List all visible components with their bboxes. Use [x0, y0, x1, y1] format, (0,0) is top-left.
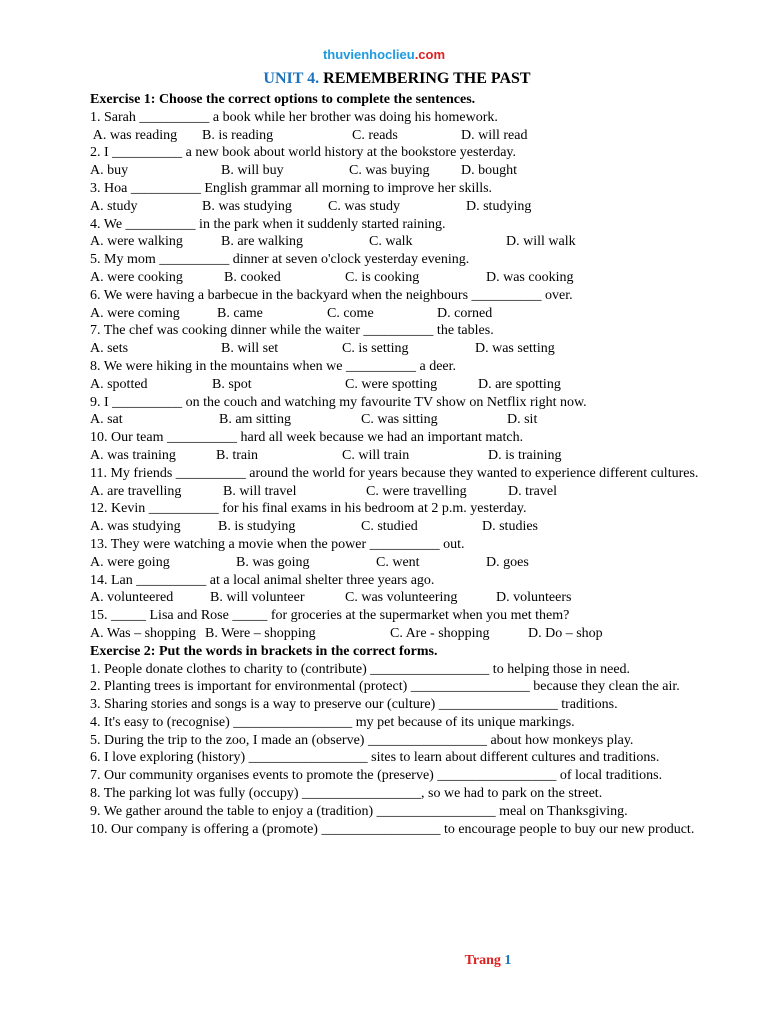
answer-options [90, 554, 702, 572]
answer-option: D. Do – shop [528, 625, 603, 641]
answer-option: A. sat [90, 412, 123, 428]
fill-in-item: 5. During the trip to the zoo, I made an (observe) _________________ about how monkeys play. [90, 732, 634, 748]
fill-in-item: 6. I love exploring (history) _________________ sites to learn about different cultures and traditions. [90, 750, 660, 766]
answer-options [90, 233, 702, 251]
site-watermark [0, 47, 768, 62]
answer-option: D. studying [466, 198, 532, 214]
answer-option: A. were going [90, 554, 170, 570]
answer-option: C. were travelling [366, 483, 467, 499]
answer-option: B. spot [212, 376, 252, 392]
answer-option: A. was training [90, 447, 176, 463]
question-text: 3. Hoa __________ English grammar all morning to improve her skills. [90, 180, 493, 196]
question-text: 4. We __________ in the park when it suddenly started raining. [90, 216, 446, 232]
question-text: 10. Our team __________ hard all week because we had an important match. [90, 430, 524, 446]
question-text: 12. Kevin __________ for his final exams in his bedroom at 2 p.m. yesterday. [90, 501, 527, 517]
answer-option: A. were walking [90, 234, 183, 250]
answer-option: A. spotted [90, 376, 148, 392]
answer-option: C. studied [361, 519, 418, 535]
answer-options [90, 305, 702, 323]
answer-options [90, 376, 702, 394]
question-text: 5. My mom __________ dinner at seven o'clock yesterday evening. [90, 252, 470, 268]
answer-option: A. volunteered [90, 590, 174, 606]
answer-option: A. study [90, 198, 138, 214]
answer-options [90, 625, 702, 643]
answer-option: C. was sitting [361, 412, 438, 428]
answer-option: C. were spotting [345, 376, 438, 392]
answer-option: A. are travelling [90, 483, 182, 499]
answer-option: D. goes [486, 554, 529, 570]
answer-option: C. was volunteering [345, 590, 458, 606]
answer-option: D. was setting [475, 341, 555, 357]
answer-option: A. sets [90, 341, 129, 357]
fill-in-item: 2. Planting trees is important for environmental (protect) _________________ because they clean the air. [90, 679, 680, 695]
answer-option: D. volunteers [496, 590, 572, 606]
fill-in-item: 10. Our company is offering a (promote) _________________ to encourage people to buy our new product. [90, 821, 695, 837]
answer-option: C. Are - shopping [390, 625, 490, 641]
fill-in-item: 1. People donate clothes to charity to (contribute) _________________ to helping those in need. [90, 661, 631, 677]
answer-option: D. will read [461, 127, 528, 143]
fill-in-item: 4. It's easy to (recognise) _________________ my pet because of its unique markings. [90, 714, 575, 730]
answer-option: C. walk [369, 234, 413, 250]
answer-options [90, 162, 702, 180]
answer-option: A. were coming [90, 305, 180, 321]
answer-option: C. is setting [342, 341, 409, 357]
answer-option: A. buy [90, 163, 129, 179]
answer-option: B. is reading [202, 127, 274, 143]
answer-option: B. will travel [223, 483, 297, 499]
answer-option: D. studies [482, 519, 538, 535]
fill-in-item: 8. The parking lot was fully (occupy) _________________, so we had to park on the street. [90, 786, 603, 802]
fill-in-item: 9. We gather around the table to enjoy a (tradition) _________________ meal on Thanksgiving. [90, 803, 628, 819]
answer-option: C. come [327, 305, 374, 321]
answer-option: B. will buy [221, 163, 284, 179]
question-text: 2. I __________ a new book about world history at the bookstore yesterday. [90, 145, 517, 161]
question-text: 9. I __________ on the couch and watching my favourite TV show on Netflix right now. [90, 394, 587, 410]
question-text: 11. My friends __________ around the world for years because they wanted to experience different cultures. [90, 465, 699, 481]
answer-options [90, 447, 702, 465]
exercise2-heading: Exercise 2: Put the words in brackets in the correct forms. [90, 643, 438, 659]
answer-options [90, 127, 702, 145]
unit-number: UNIT 4. [263, 70, 320, 87]
answer-option: B. will set [221, 341, 279, 357]
answer-option: A. was studying [90, 519, 181, 535]
answer-option: B. was going [236, 554, 310, 570]
answer-option: C. reads [352, 127, 398, 143]
question-text: 8. We were hiking in the mountains when we __________ a deer. [90, 358, 457, 374]
answer-option: B. Were – shopping [205, 625, 316, 641]
answer-options [90, 269, 702, 287]
answer-option: D. corned [437, 305, 493, 321]
answer-option: D. will walk [506, 234, 576, 250]
answer-option: C. went [376, 554, 420, 570]
fill-in-item: 7. Our community organises events to promote the (preserve) _________________ of local traditions. [90, 768, 663, 784]
answer-option: A. Was – shopping [90, 625, 196, 641]
answer-option: D. travel [508, 483, 557, 499]
fill-in-item: 3. Sharing stories and songs is a way to preserve our (culture) _________________ traditions. [90, 697, 618, 713]
exercise1-heading: Exercise 1: Choose the correct options to complete the sentences. [90, 92, 476, 107]
question-text: 15. _____ Lisa and Rose _____ for groceries at the supermarket when you met them? [90, 608, 570, 624]
worksheet-body [90, 91, 702, 838]
page-number: 1 [504, 953, 512, 968]
answer-option: B. will volunteer [210, 590, 305, 606]
answer-option: C. was buying [349, 163, 430, 179]
question-text: 14. Lan __________ at a local animal shelter three years ago. [90, 572, 435, 588]
answer-option: D. sit [507, 412, 538, 428]
question-text: 1. Sarah __________ a book while her brother was doing his homework. [90, 109, 498, 125]
answer-option: B. train [216, 447, 258, 463]
site-name: thuvienhoclieu [322, 47, 415, 62]
answer-option: D. was cooking [486, 269, 574, 285]
answer-option: C. was study [328, 198, 400, 214]
answer-options [90, 340, 702, 358]
answer-option: A. was reading [90, 127, 178, 143]
answer-options [90, 198, 702, 216]
exercise1-questions [90, 109, 702, 643]
answer-options [90, 518, 702, 536]
question-text: 13. They were watching a movie when the power __________ out. [90, 536, 465, 552]
answer-option: A. were cooking [90, 269, 183, 285]
answer-option: B. am sitting [219, 412, 291, 428]
answer-options [90, 483, 702, 501]
site-domain: .com [414, 47, 446, 62]
answer-option: B. was studying [202, 198, 292, 214]
answer-option: C. will train [342, 447, 410, 463]
page-title [0, 70, 768, 88]
answer-option: D. is training [488, 447, 562, 463]
question-text: 6. We were having a barbecue in the backyard when the neighbours __________ over. [90, 287, 573, 303]
question-text: 7. The chef was cooking dinner while the waiter __________ the tables. [90, 323, 494, 339]
unit-name: REMEMBERING THE PAST [319, 70, 531, 87]
answer-option: D. are spotting [478, 376, 561, 392]
page-footer [0, 953, 768, 969]
answer-options [90, 589, 702, 607]
answer-option: D. bought [461, 163, 517, 179]
answer-option: B. are walking [221, 234, 304, 250]
answer-options [90, 411, 702, 429]
answer-option: B. came [217, 305, 263, 321]
exercise2-items [90, 661, 702, 839]
page-label: Trang [464, 953, 501, 968]
answer-option: B. cooked [224, 269, 281, 285]
answer-option: C. is cooking [345, 269, 420, 285]
answer-option: B. is studying [218, 519, 296, 535]
